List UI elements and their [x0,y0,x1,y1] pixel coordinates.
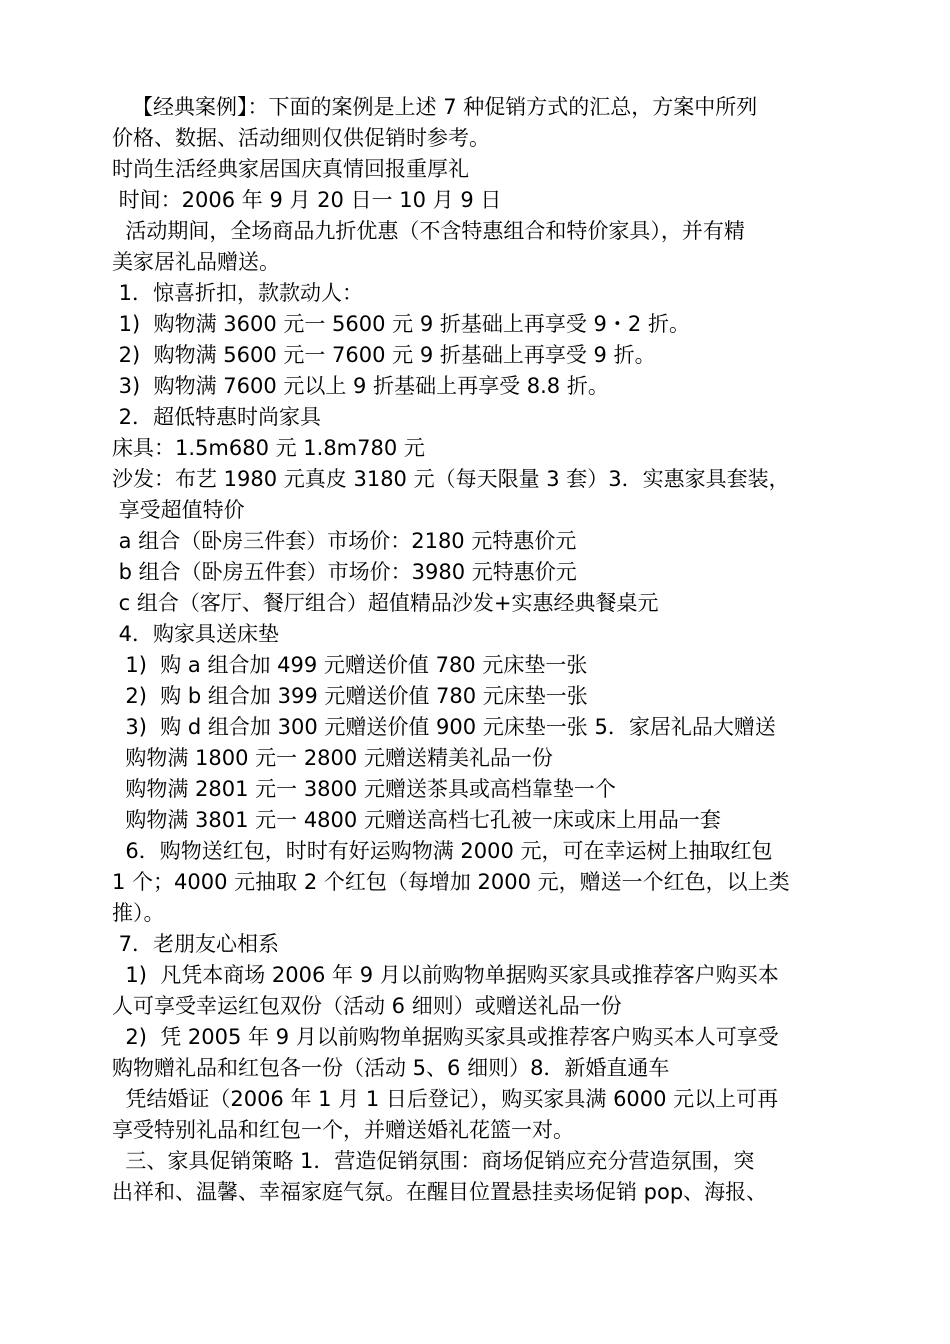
text-line: 价格、数据、活动细则仅供促销时参考。 [112,126,490,150]
text-line: 凭结婚证（2006 年 1 月 1 日后登记），购买家具满 6000 元以上可再 [112,1087,779,1111]
text-line: 购物满 1800 元一 2800 元赠送精美礼品一份 [112,746,553,770]
text-line: 活动期间，全场商品九折优惠（不含特惠组合和特价家具），并有精 [112,219,745,243]
text-line: 2．超低特惠时尚家具 [112,405,322,429]
text-line: 3) 购物满 7600 元以上 9 折基础上再享受 8.8 折。 [112,374,609,398]
text-line: 3) 购 d 组合加 300 元赠送价值 900 元床垫一张 5．家居礼品大赠送 [112,715,776,739]
text-line: 沙发：布艺 1980 元真皮 3180 元（每天限量 3 套）3．实惠家具套装， [112,467,790,491]
text-line: 1) 凡凭本商场 2006 年 9 月以前购物单据购买家具或推荐客户购买本 [112,963,779,987]
text-line: 1) 购物满 3600 元一 5600 元 9 折基础上再享受 9・2 折。 [112,312,690,336]
document-body [112,92,842,1208]
text-line: 2) 购 b 组合加 399 元赠送价值 780 元床垫一张 [112,684,588,708]
text-line: 推）。 [112,901,165,925]
text-line: 出祥和、温馨、幸福家庭气氛。在醒目位置悬挂卖场促销 pop、海报、 [112,1180,768,1204]
text-line: 4．购家具送床垫 [112,622,280,646]
text-line: 1 个；4000 元抽取 2 个红包（每增加 2000 元，赠送一个红色，以上类 [112,870,790,894]
text-line: c 组合（客厅、餐厅组合）超值精品沙发+实惠经典餐桌元 [112,591,659,615]
text-line: 购物满 2801 元一 3800 元赠送茶具或高档靠垫一个 [112,777,616,801]
text-line: 2) 凭 2005 年 9 月以前购物单据购买家具或推荐客户购买本人可享受 [112,1025,779,1049]
text-line: 购物赠礼品和红包各一份（活动 5、6 细则）8．新婚直通车 [112,1056,670,1080]
text-line: 享受特别礼品和红包一个，并赠送婚礼花篮一对。 [112,1118,574,1142]
text-line: 床具：1.5m680 元 1.8m780 元 [112,436,425,460]
text-line: 【经典案例】：下面的案例是上述 7 种促销方式的汇总，方案中所列 [112,95,758,119]
text-line: 购物满 3801 元一 4800 元赠送高档七孔被一床或床上用品一套 [112,808,721,832]
text-line: 6．购物送红包，时时有好运购物满 2000 元，可在幸运树上抽取红包 [112,839,773,863]
text-line: 1) 购 a 组合加 499 元赠送价值 780 元床垫一张 [112,653,588,677]
text-line: 时间：2006 年 9 月 20 日一 10 月 9 日 [112,188,502,212]
text-line: 7．老朋友心相系 [112,932,280,956]
text-line: 时尚生活经典家居国庆真情回报重厚礼 [112,157,469,181]
text-line: a 组合（卧房三件套）市场价：2180 元特惠价元 [112,529,577,553]
text-line: b 组合（卧房五件套）市场价：3980 元特惠价元 [112,560,577,584]
text-line: 人可享受幸运红包双份（活动 6 细则）或赠送礼品一份 [112,994,622,1018]
text-line: 三、家具促销策略 1．营造促销氛围：商场促销应充分营造氛围，突 [112,1149,755,1173]
text-line: 1．惊喜折扣，款款动人： [112,281,364,305]
text-line: 美家居礼品赠送。 [112,250,280,274]
text-line: 享受超值特价 [112,498,245,522]
text-line: 2) 购物满 5600 元一 7600 元 9 折基础上再享受 9 折。 [112,343,656,367]
